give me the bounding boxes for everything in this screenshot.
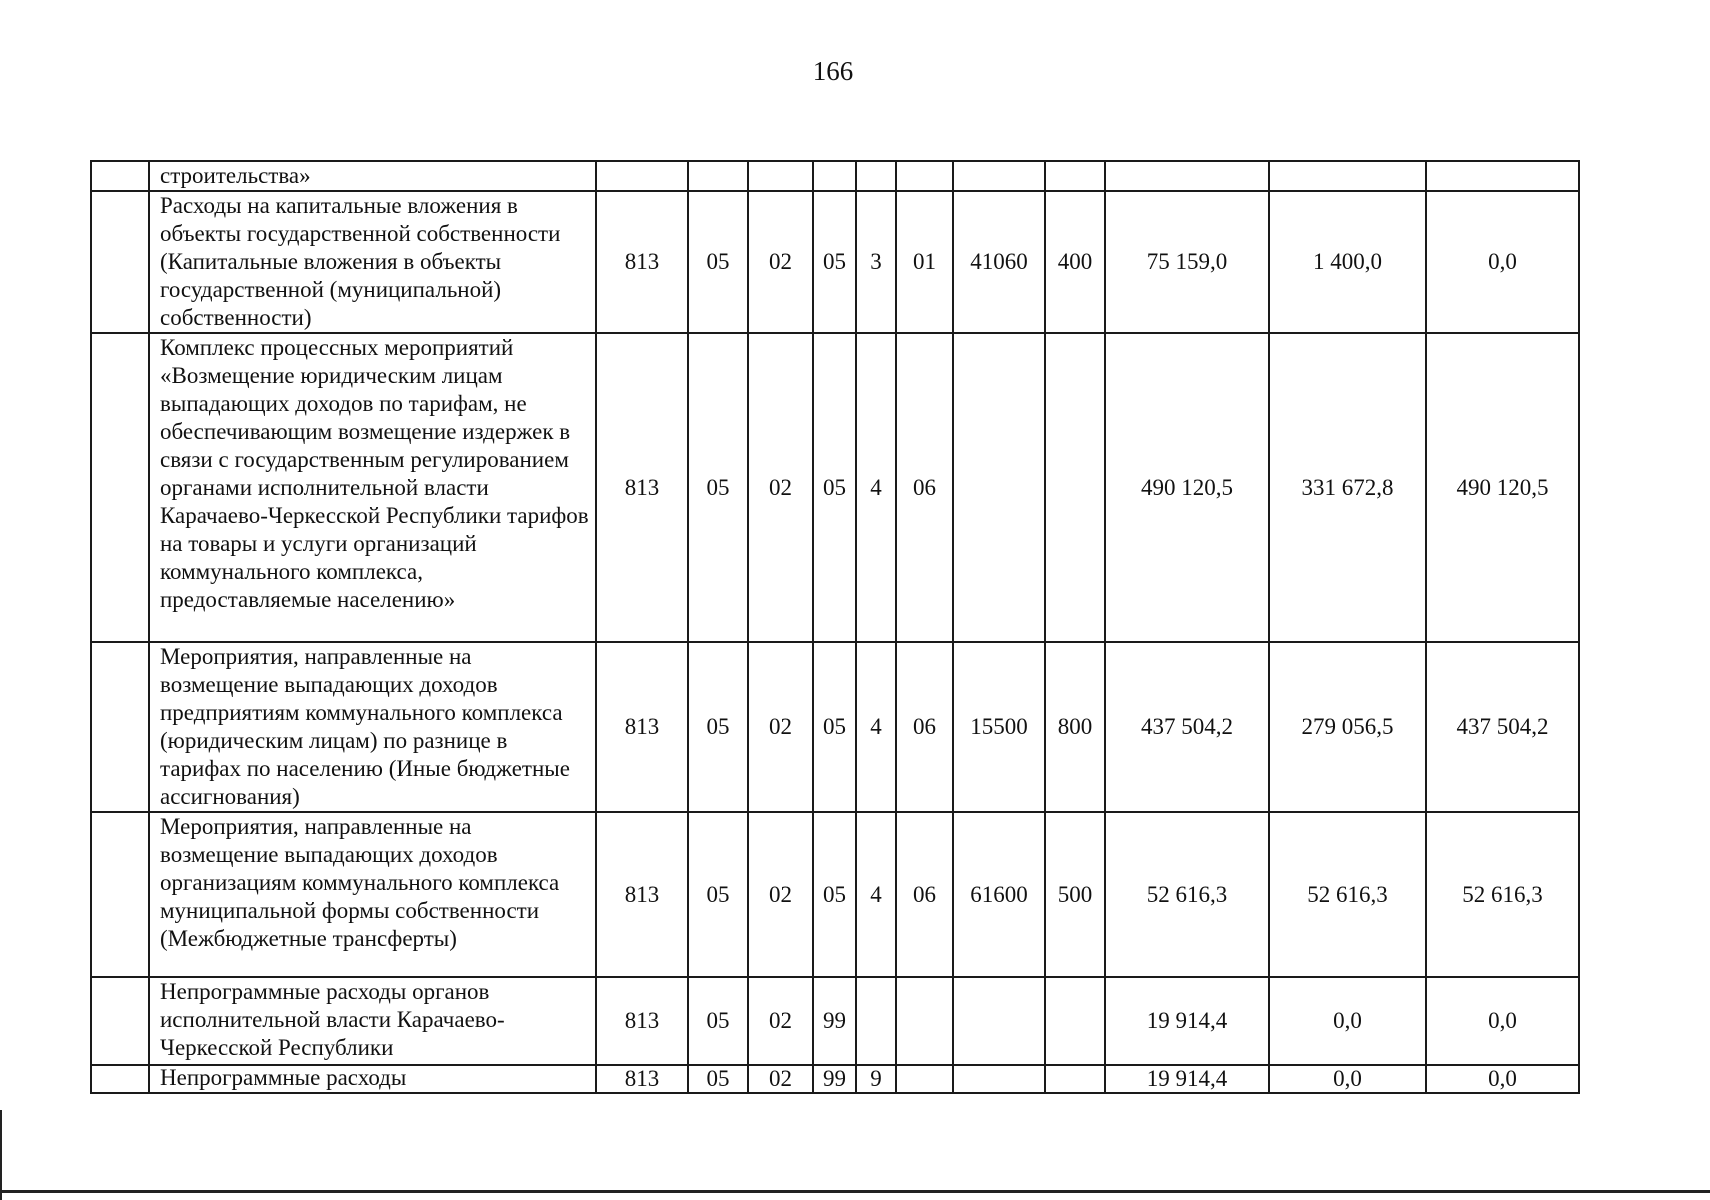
cell-c8: [1045, 1065, 1105, 1093]
cell-v3: 52 616,3: [1426, 812, 1579, 977]
cell-c8: 800: [1045, 642, 1105, 812]
cell-v3: 490 120,5: [1426, 333, 1579, 642]
cell-c4: 99: [813, 1065, 856, 1093]
cell-c6: 06: [896, 812, 953, 977]
cell-c4: [813, 161, 856, 191]
cell-c7: 41060: [953, 191, 1045, 333]
cell-c3: 02: [748, 1065, 813, 1093]
expense-name-cell: Непрограммные расходы органов исполнительной власти Карачаево-Черкесской Республики: [149, 977, 596, 1065]
cell-c3: 02: [748, 977, 813, 1065]
cell-v1: 75 159,0: [1105, 191, 1269, 333]
cell-c4: 05: [813, 191, 856, 333]
expense-name-cell: Непрограммные расходы: [149, 1065, 596, 1093]
table-row: [91, 977, 1579, 1065]
cell-c1: 813: [596, 642, 688, 812]
table-row: [91, 812, 1579, 977]
cell-c6: [896, 161, 953, 191]
cell-v3: [1426, 161, 1579, 191]
cell-c5: 4: [856, 812, 896, 977]
cell-c4: 05: [813, 812, 856, 977]
cell-v2: 0,0: [1269, 1065, 1426, 1093]
cell-c2: 05: [688, 812, 748, 977]
cell-v3: 0,0: [1426, 191, 1579, 333]
cell-c5: [856, 161, 896, 191]
page-number: 166: [812, 56, 854, 86]
cell-c5: 4: [856, 333, 896, 642]
cell-v2: 279 056,5: [1269, 642, 1426, 812]
table-row: [91, 1065, 1579, 1093]
row-index-cell: [91, 191, 149, 333]
cell-c6: 06: [896, 333, 953, 642]
cell-v3: 437 504,2: [1426, 642, 1579, 812]
cell-c2: 05: [688, 191, 748, 333]
row-index-cell: [91, 812, 149, 977]
cell-c6: [896, 977, 953, 1065]
expense-name-cell: Мероприятия, направленные на возмещение выпадающих доходов предприятиям коммунального комплекса (юридическим лицам) по разнице в тарифах по населению (Иные бюджетные ассигнования): [149, 642, 596, 812]
cell-c7: 61600: [953, 812, 1045, 977]
cell-c6: 01: [896, 191, 953, 333]
cell-c2: 05: [688, 1065, 748, 1093]
cell-c2: 05: [688, 977, 748, 1065]
cell-c4: 05: [813, 642, 856, 812]
budget-table: [90, 160, 1580, 1094]
cell-c1: 813: [596, 812, 688, 977]
cell-c2: 05: [688, 333, 748, 642]
row-index-cell: [91, 1065, 149, 1093]
row-index-cell: [91, 333, 149, 642]
cell-v3: 0,0: [1426, 977, 1579, 1065]
scan-edge-left: [0, 1110, 2, 1200]
cell-v1: 52 616,3: [1105, 812, 1269, 977]
table-row: [91, 191, 1579, 333]
cell-c7: [953, 1065, 1045, 1093]
table-row: [91, 161, 1579, 191]
row-index-cell: [91, 161, 149, 191]
scan-edge-bottom: [0, 1190, 1710, 1193]
cell-c3: 02: [748, 642, 813, 812]
table-row: [91, 333, 1579, 642]
row-index-cell: [91, 642, 149, 812]
cell-c5: 3: [856, 191, 896, 333]
cell-c3: 02: [748, 191, 813, 333]
cell-v2: 331 672,8: [1269, 333, 1426, 642]
cell-c1: 813: [596, 333, 688, 642]
cell-c5: [856, 977, 896, 1065]
expense-name-cell: Расходы на капитальные вложения в объекты государственной собственности (Капитальные вложения в объекты государственной (муниципальной) собственности): [149, 191, 596, 333]
cell-c6: 06: [896, 642, 953, 812]
cell-c7: [953, 161, 1045, 191]
cell-v1: 437 504,2: [1105, 642, 1269, 812]
cell-c7: [953, 333, 1045, 642]
cell-c8: 400: [1045, 191, 1105, 333]
cell-c2: [688, 161, 748, 191]
cell-c2: 05: [688, 642, 748, 812]
expense-name-cell: Мероприятия, направленные на возмещение выпадающих доходов организациям коммунального комплекса муниципальной формы собственности (Межбюджетные трансферты): [149, 812, 596, 977]
cell-c3: 02: [748, 812, 813, 977]
cell-c1: 813: [596, 977, 688, 1065]
cell-c1: [596, 161, 688, 191]
cell-c5: 9: [856, 1065, 896, 1093]
cell-c4: 99: [813, 977, 856, 1065]
cell-c6: [896, 1065, 953, 1093]
cell-c5: 4: [856, 642, 896, 812]
cell-v1: 490 120,5: [1105, 333, 1269, 642]
cell-v2: 0,0: [1269, 977, 1426, 1065]
cell-c8: [1045, 977, 1105, 1065]
cell-c1: 813: [596, 191, 688, 333]
expense-name-cell: строительства»: [149, 161, 596, 191]
cell-c7: 15500: [953, 642, 1045, 812]
cell-c1: 813: [596, 1065, 688, 1093]
cell-c8: 500: [1045, 812, 1105, 977]
cell-v2: 52 616,3: [1269, 812, 1426, 977]
cell-v2: 1 400,0: [1269, 191, 1426, 333]
cell-c3: [748, 161, 813, 191]
cell-v1: 19 914,4: [1105, 977, 1269, 1065]
cell-c4: 05: [813, 333, 856, 642]
cell-v2: [1269, 161, 1426, 191]
cell-v1: [1105, 161, 1269, 191]
row-index-cell: [91, 977, 149, 1065]
cell-c8: [1045, 161, 1105, 191]
cell-c3: 02: [748, 333, 813, 642]
cell-v1: 19 914,4: [1105, 1065, 1269, 1093]
cell-c8: [1045, 333, 1105, 642]
table-row: [91, 642, 1579, 812]
cell-v3: 0,0: [1426, 1065, 1579, 1093]
cell-c7: [953, 977, 1045, 1065]
expense-name-cell: Комплекс процессных мероприятий «Возмещение юридическим лицам выпадающих доходов по тарифам, не обеспечивающим возмещение издержек в связи с государственным регулированием органами исполнительной власти Карачаево-Черкесской Республики тарифов на товары и услуги организаций коммунального комплекса, предоставляемые населению»: [149, 333, 596, 642]
